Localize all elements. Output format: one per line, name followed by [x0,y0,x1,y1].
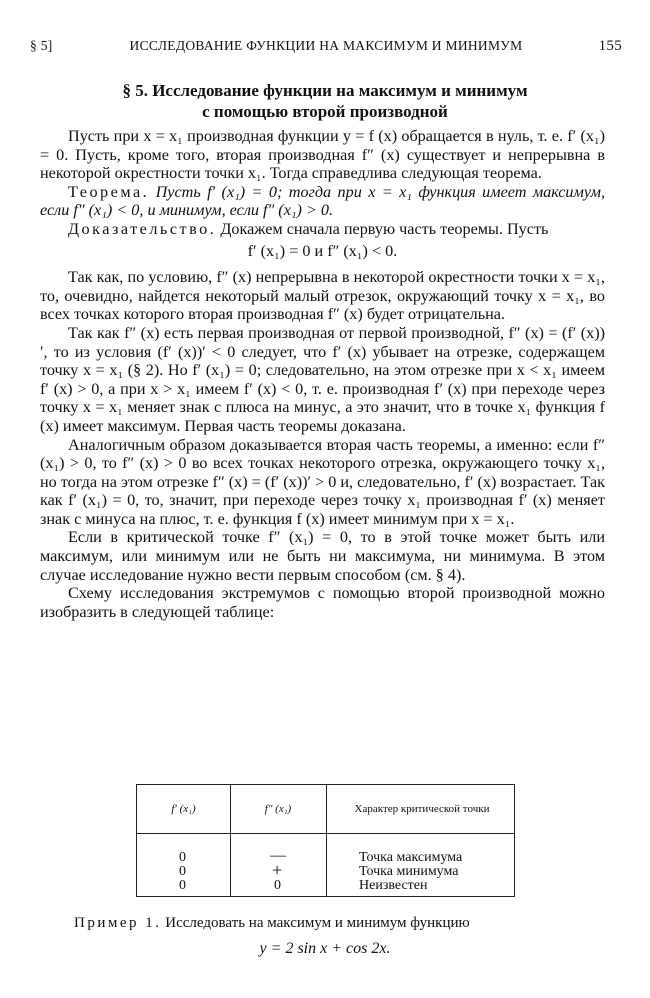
example-label: Пример 1. [74,915,162,931]
example [74,915,470,932]
table-header-first-derivative: f′ (x₁) [171,802,196,815]
paragraph-second-part: Аналогичным образом доказывается вторая часть теоремы, а именно: если f″ (x₁) > 0, то f″ (x) > 0 во всех точках некоторого отрезка, окружающего точку x₁, но тогда на этом отрезке f″ (x) = (f′ (x))′ > 0 и, следовательно, f′ (x) возрастает. Так как f′ (x₁) = 0, то, значит, при переходе через точку x₁ производная f′ (x) меняет знак с минуса на плюс, т. е. функция f (x) имеет минимум при x = x₁. [40,435,605,528]
main-text [40,127,605,621]
table-cell: Неизвестен [359,878,428,893]
paragraph-intro: Пусть при x = x₁ производная функции y = f (x) обращается в нуль, т. е. f′ (x₁) = 0. Пусть, кроме того, вторая производная f″ (x) существует и непрерывна в некоторой окрестности точки x₁. Тогда справедлива следующая теорема. [40,127,605,183]
proof-label: Доказательство. [68,219,217,238]
running-header [30,38,622,58]
paragraph-zero-case: Если в критической точке f″ (x₁) = 0, то в этой точке может быть или максимум, или минимум или не быть ни максимума, ни минимума. В этом случае исследование нужно вести первым способом (см. § 4). [40,528,605,584]
table-cell: — [270,847,286,864]
paragraph-first-part: Так как f″ (x) есть первая производная от первой производной, f″ (x) = (f′ (x))′, то из условия (f′ (x))′ < 0 следует, что f′ (x) убывает на отрезке, содержащем точку x = x₁ (§ 2). Но f′ (x₁) = 0; следовательно, на этом отрезке при x < x₁ имеем f′ (x) > 0, а при x > x₁ имеем f′ (x) < 0, т. е. производная f′ (x) при переходе через точку x = x₁ меняет знак с плюса на минус, а это значит, что в точке x₁ функция f (x) имеет максимум. Первая часть теоремы доказана. [40,323,605,435]
table-cell: Точка максимума [359,850,463,865]
table-header-point-type: Характер критической точки [354,802,490,815]
heading-line-2: с помощью второй производной [202,102,448,121]
heading-line-1: § 5. Исследование функции на максимум и минимум [122,81,528,100]
extremum-table [136,784,515,897]
proof-intro [40,220,605,239]
table-cell: 0 [179,864,186,879]
section-heading [40,80,610,122]
table-cell: 0 [179,850,186,865]
table-divider [326,785,327,896]
table-cell: + [272,860,283,880]
theorem [40,183,605,220]
example-formula [0,940,650,958]
table-cell: 0 [274,878,281,893]
paragraph-continuity: Так как, по условию, f″ (x) непрерывна в некоторой окрестности точки x = x₁, то, очевидно, найдется некоторый малый отрезок, окружающий точку x = x₁, во всех точках которого вторая производная f″ (x) будет отрицательна. [40,268,605,324]
theorem-label: Теорема. [68,182,150,201]
example-text: Исследовать на максимум и минимум функцию [165,915,470,931]
page-number: 155 [598,38,622,54]
table-cell: Точка минимума [359,864,459,879]
theorem-text: Пусть f′ (x₁) = 0; тогда при x = x₁ функция имеет максимум, если f″ (x₁) < 0, и минимум, если f″ (x₁) > 0. [40,182,605,220]
table-header-second-derivative: f″ (x₁) [264,802,292,815]
proof-text: Докажем сначала первую часть теоремы. Пусть [220,219,549,238]
paragraph-table-intro: Схему исследования экстремумов с помощью второй производной можно изобразить в следующей таблице: [40,584,605,621]
example-formula-text: y = 2 sin x + cos 2x. [259,940,391,957]
header-title: ИССЛЕДОВАНИЕ ФУНКЦИИ НА МАКСИМУМ И МИНИМУМ [129,38,523,53]
table-cell: 0 [179,878,186,893]
header-section: § 5] [30,38,53,53]
proof-formula: f′ (x₁) = 0 и f″ (x₁) < 0. [247,241,398,260]
